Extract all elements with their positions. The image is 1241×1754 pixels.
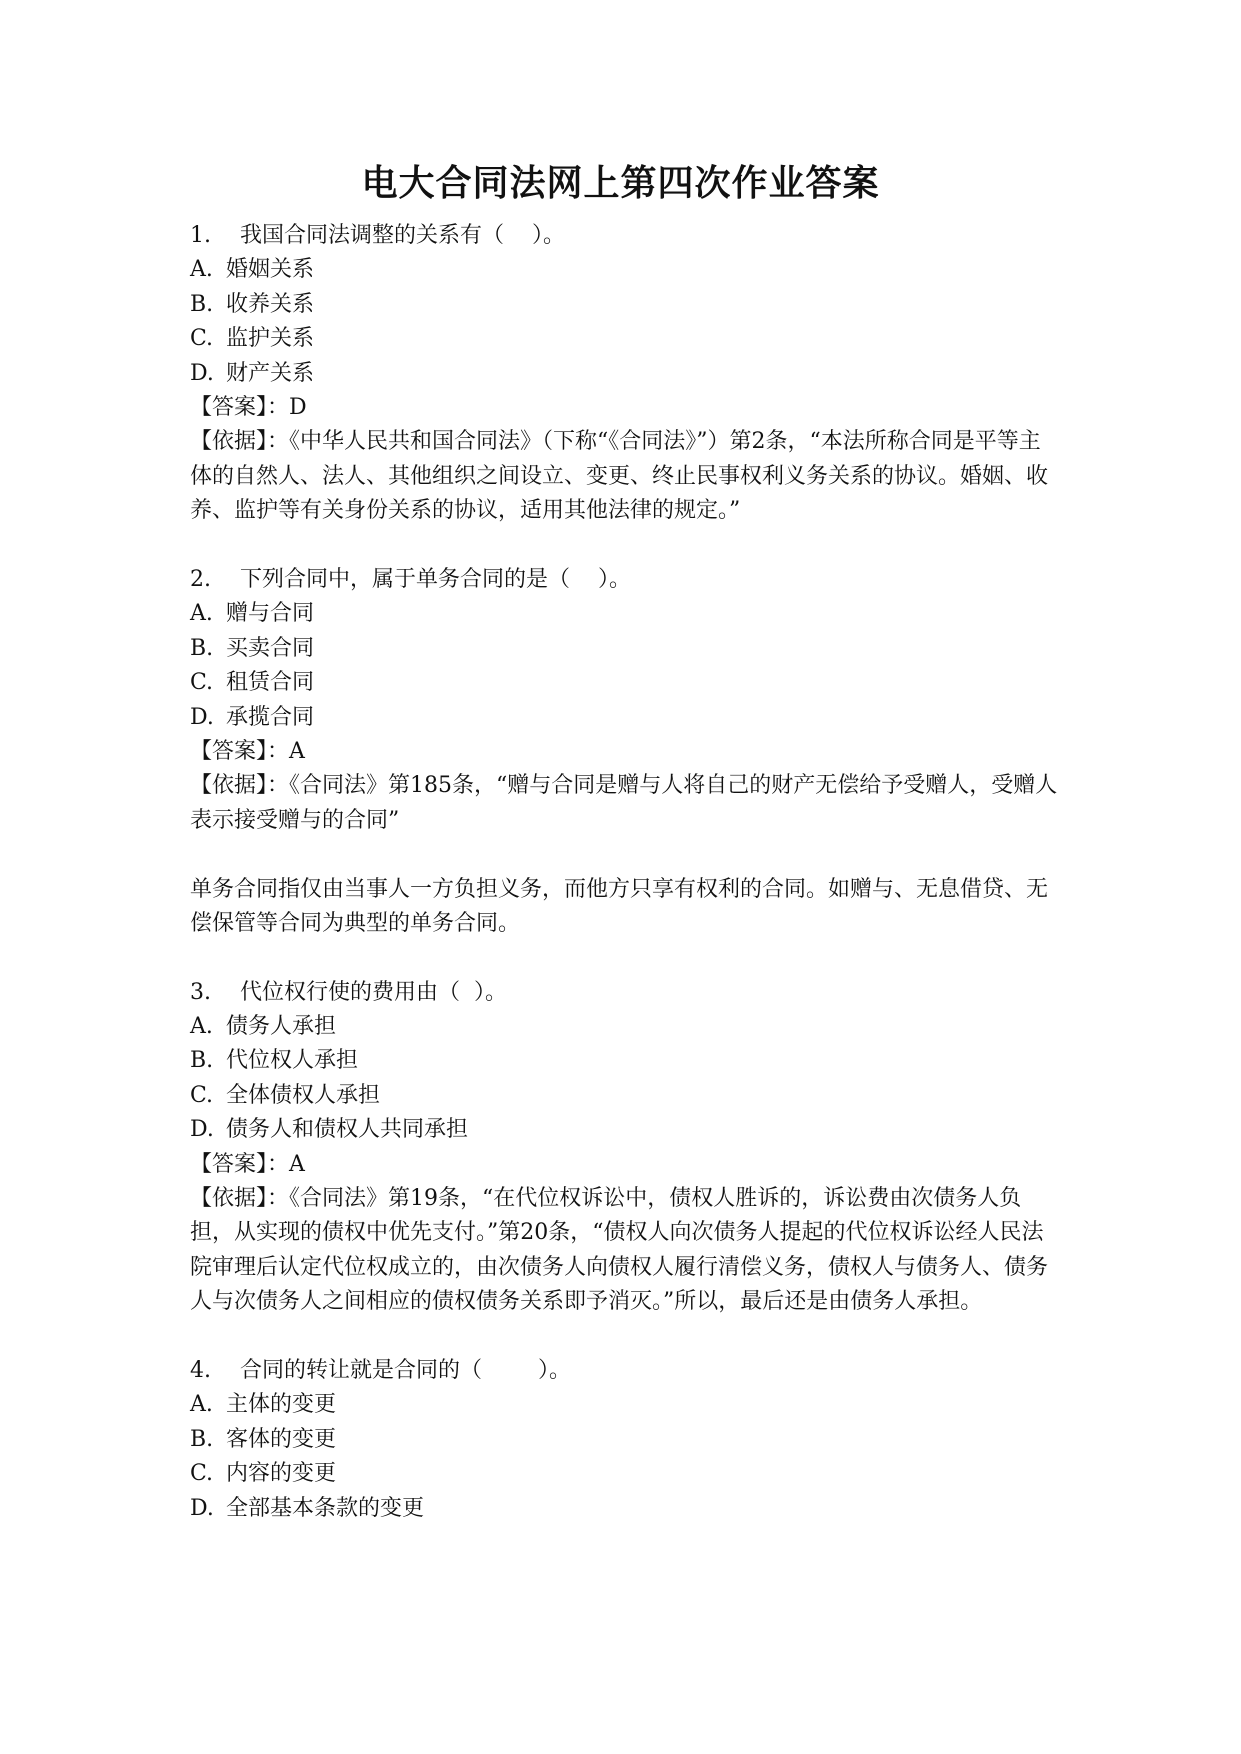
option-c bbox=[190, 1457, 1062, 1491]
basis-text: 《合同法》第19条，“在代位权诉讼中，债权人胜诉的，诉讼费由次债务人负担，从实现的债权中优先支付。”第20条，“债权人向次债务人提起的代位权诉讼经人民法院审理后认定代位权成立的，由次债务人向债权人履行清偿义务，债权人与债务人、债务人与次债务人之间相应的债权债务关系即予消灭。”所以，最后还是由债务人承担。 bbox=[190, 1186, 1049, 1315]
option-text: 内容的变更 bbox=[226, 1461, 337, 1487]
option-text: 赠与合同 bbox=[226, 601, 315, 627]
answer-value: A bbox=[289, 1151, 305, 1177]
answer-value: D bbox=[289, 394, 307, 420]
answer-line bbox=[190, 391, 1062, 425]
question-text: 下列合同中，属于单务合同的是（ ）。 bbox=[240, 566, 631, 592]
option-letter: D. bbox=[190, 1495, 214, 1521]
option-a bbox=[190, 253, 1062, 287]
option-letter: B. bbox=[190, 635, 214, 661]
option-text: 全部基本条款的变更 bbox=[226, 1495, 425, 1521]
question-number: 1. bbox=[190, 223, 211, 248]
option-text: 代位权人承担 bbox=[226, 1048, 359, 1074]
page-title: 电大合同法网上第四次作业答案 bbox=[361, 163, 880, 204]
option-a bbox=[190, 1388, 1062, 1422]
option-a bbox=[190, 1010, 1062, 1044]
option-text: 承揽合同 bbox=[226, 704, 315, 730]
question-4 bbox=[190, 1354, 1062, 1388]
option-c bbox=[190, 1079, 1062, 1113]
basis-label: 【依据】： bbox=[190, 773, 290, 799]
question-number: 4. bbox=[190, 1358, 211, 1384]
option-letter: D. bbox=[190, 1117, 214, 1143]
option-c bbox=[190, 322, 1062, 356]
question-text: 合同的转让就是合同的（ ）。 bbox=[240, 1358, 571, 1384]
option-c bbox=[190, 666, 1062, 700]
basis-text: 《合同法》第185条，“赠与合同是赠与人将自己的财产无偿给予受赠人，受赠人表示接受赠与的合同” bbox=[190, 773, 1058, 833]
basis-label: 【依据】： bbox=[190, 429, 290, 455]
option-letter: B. bbox=[190, 291, 214, 317]
option-text: 监护关系 bbox=[226, 326, 315, 352]
option-letter: A. bbox=[190, 1392, 213, 1418]
option-letter: D. bbox=[190, 704, 214, 730]
option-text: 主体的变更 bbox=[226, 1392, 337, 1418]
option-d bbox=[190, 701, 1062, 735]
option-text: 买卖合同 bbox=[226, 635, 315, 661]
option-letter: D. bbox=[190, 360, 214, 386]
option-text: 租赁合同 bbox=[226, 670, 315, 696]
option-text: 财产关系 bbox=[226, 360, 315, 386]
question-3 bbox=[190, 976, 1062, 1010]
option-letter: A. bbox=[190, 601, 213, 627]
answer-label: 【答案】： bbox=[190, 394, 290, 420]
document-body bbox=[190, 219, 1062, 1526]
answer-line bbox=[190, 1148, 1062, 1182]
option-letter: A. bbox=[190, 257, 213, 283]
question-number: 2. bbox=[190, 566, 211, 592]
answer-line bbox=[190, 735, 1062, 769]
option-text: 债务人承担 bbox=[226, 1014, 337, 1040]
option-text: 全体债权人承担 bbox=[226, 1082, 381, 1108]
option-text: 客体的变更 bbox=[226, 1426, 337, 1452]
option-a bbox=[190, 597, 1062, 631]
option-text: 债务人和债权人共同承担 bbox=[226, 1117, 469, 1143]
basis-paragraph bbox=[190, 1182, 1062, 1320]
option-d bbox=[190, 357, 1062, 391]
option-text: 收养关系 bbox=[226, 291, 315, 317]
question-1 bbox=[190, 219, 1062, 253]
option-letter: C. bbox=[190, 1082, 214, 1108]
question-number: 3. bbox=[190, 979, 211, 1005]
option-letter: B. bbox=[190, 1048, 214, 1074]
option-b bbox=[190, 632, 1062, 666]
basis-paragraph bbox=[190, 769, 1062, 838]
question-text: 我国合同法调整的关系有（ ）。 bbox=[240, 223, 565, 248]
basis-label: 【依据】： bbox=[190, 1186, 290, 1212]
answer-value: A bbox=[289, 738, 305, 764]
option-letter: A. bbox=[190, 1014, 213, 1040]
basis-text: 《中华人民共和国合同法》（下称“《合同法》”）第2条，“本法所称合同是平等主体的自然人、法人、其他组织之间设立、变更、终止民事权利义务关系的协议。婚姻、收养、监护等有关身份关系的协议，适用其他法律的规定。” bbox=[190, 429, 1049, 524]
option-b bbox=[190, 1044, 1062, 1078]
option-b bbox=[190, 1423, 1062, 1457]
question-text: 代位权行使的费用由（ ）。 bbox=[240, 979, 507, 1005]
option-letter: B. bbox=[190, 1426, 214, 1452]
option-d bbox=[190, 1492, 1062, 1526]
basis-paragraph bbox=[190, 425, 1062, 528]
option-letter: C. bbox=[190, 1461, 214, 1487]
option-b bbox=[190, 288, 1062, 322]
question-2 bbox=[190, 563, 1062, 597]
option-letter: C. bbox=[190, 326, 214, 352]
answer-label: 【答案】： bbox=[190, 1151, 290, 1177]
option-letter: C. bbox=[190, 670, 214, 696]
option-text: 婚姻关系 bbox=[226, 257, 315, 283]
option-d bbox=[190, 1113, 1062, 1147]
answer-label: 【答案】： bbox=[190, 738, 290, 764]
note-paragraph: 单务合同指仅由当事人一方负担义务，而他方只享有权利的合同。如赠与、无息借贷、无偿保管等合同为典型的单务合同。 bbox=[190, 876, 1049, 936]
